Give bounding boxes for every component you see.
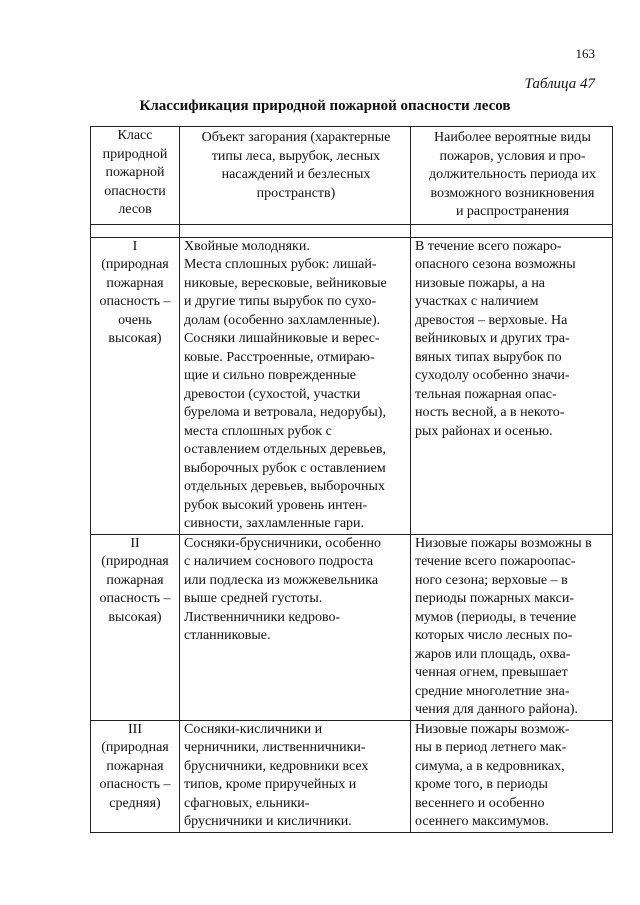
fires-cell: Низовые пожары возможны в течение всего пожароопас- ного сезона; верховые – в периоды пожарных макси- мумов (периоды, в течение которых число лесных по- жаров или площадь, охва- ченная огнем, превышает средние многолетние зна- чения для данного района). [411, 534, 613, 720]
spacer-cell [180, 224, 411, 237]
class-cell: II (природная пожарная опасность – высокая) [91, 534, 180, 720]
fire-danger-table [90, 126, 613, 833]
fires-cell: Низовые пожары возмож- ны в период летнего мак- симума, а в кедровниках, кроме того, в периоды весеннего и особенно осеннего максимумов. [411, 720, 613, 832]
table-row [91, 237, 613, 534]
header-fires: Наиболее вероятные виды пожаров, условия и про- должительность периода их возможного возникновения и распространения [411, 127, 613, 225]
class-cell: I (природная пожарная опасность – очень высокая) [91, 237, 180, 534]
table-row [91, 720, 613, 832]
spacer-cell [411, 224, 613, 237]
page-number: 163 [575, 46, 595, 61]
object-cell: Сосняки-кисличники и черничники, лиственничники- брусничники, кедровники всех типов, кроме приручейных и сфагновых, ельники- брусничники и кисличники. [180, 720, 411, 832]
header-object: Объект загорания (характерные типы леса, вырубок, лесных насаждений и безлесных пространств) [180, 127, 411, 225]
table-row [91, 534, 613, 720]
table-spacer-row [91, 224, 613, 237]
spacer-cell [91, 224, 180, 237]
table-title: Классификация природной пожарной опасности лесов [139, 98, 511, 114]
object-cell: Хвойные молодняки. Места сплошных рубок: лишай- никовые, вересковые, вейниковые и другие типы вырубок по сухо- долам (особенно захламленные). Сосняки лишайниковые и верес- ковые. Расстроенные, отмираю- щие и сильно поврежденные древостои (сухостой, участки бурелома и ветровала, недорубы), места сплошных рубок с оставлением отдельных деревьев, выборочных рубок с оставлением отдельных деревьев, выборочных рубок высокий уровень интен- сивности, захламленные гари. [180, 237, 411, 534]
table-label: Таблица 47 [524, 76, 595, 92]
fires-cell: В течение всего пожаро- опасного сезона возможны низовые пожары, а на участках с наличием древостоя – верховые. На вейниковых и других тра- вяных типах вырубок по суходолу особенно значи- тельная пожарная опас- ность весной, а в некото- рых районах и осенью. [411, 237, 613, 534]
header-class: Класс природной пожарной опасности лесов [91, 127, 180, 225]
object-cell: Сосняки-брусничники, особенно с наличием соснового подроста или подлеска из можжевельника выше средней густоты. Лиственничники кедрово- стланниковые. [180, 534, 411, 720]
table-header-row [91, 127, 613, 225]
class-cell: III (природная пожарная опасность – средняя) [91, 720, 180, 832]
